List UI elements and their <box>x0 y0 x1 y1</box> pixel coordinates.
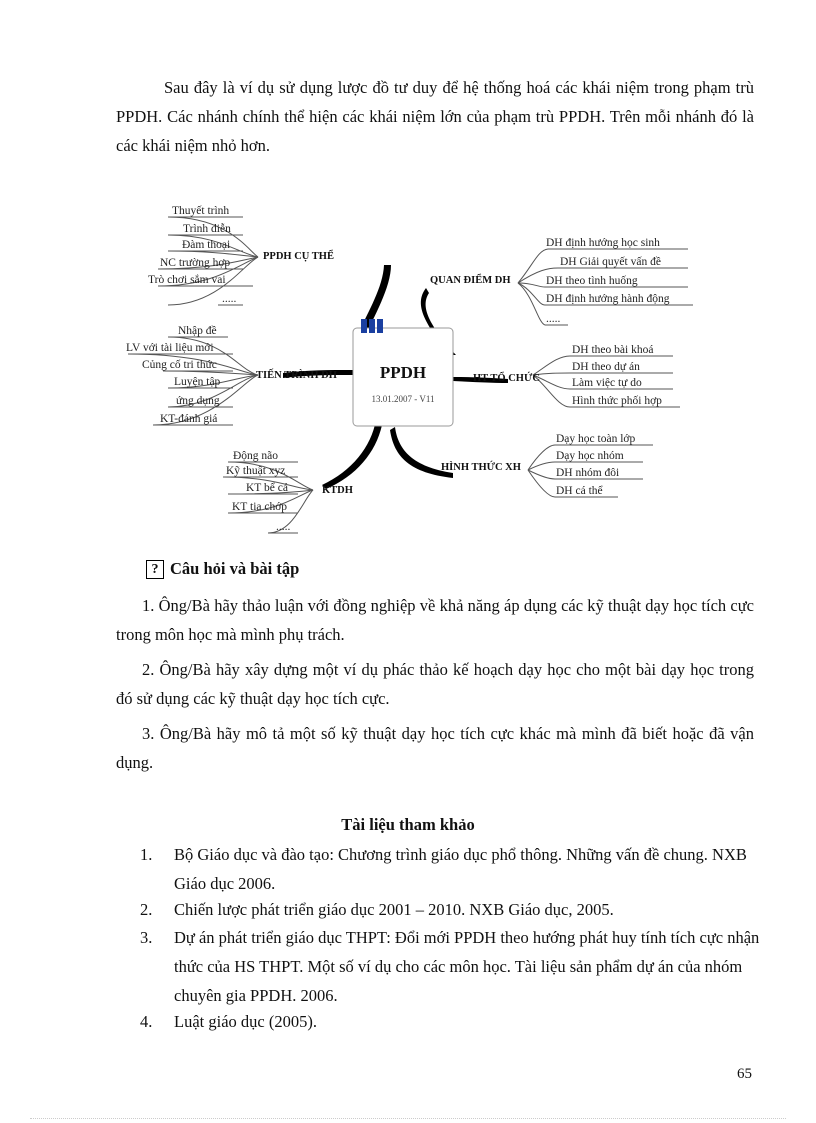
reference-item <box>140 840 760 898</box>
mind-map-center-date: 13.01.2007 - V11 <box>371 394 435 404</box>
mind-map-diagram <box>108 195 708 540</box>
reference-item <box>140 895 760 924</box>
mind-map-center-title: PPDH <box>379 363 427 382</box>
branch-item: Nhập đề <box>178 325 217 337</box>
branch-item: ..... <box>546 313 561 325</box>
branch-item: DH Giải quyết vấn đề <box>560 256 661 268</box>
reference-number: 3. <box>140 928 153 947</box>
references-title: Tài liệu tham khảo <box>341 815 475 834</box>
question-item: 3. Ông/Bà hãy mô tả một số kỹ thuật dạy học tích cực khác mà mình đã biết hoặc đã vận dụng. <box>116 724 754 772</box>
branch-item: Dạy học toàn lớp <box>556 433 636 445</box>
questions-heading-text: Câu hỏi và bài tập <box>170 559 300 578</box>
branch-item: DH theo bài khoá <box>572 344 654 356</box>
branch-item: Củng cố tri thức <box>142 359 217 371</box>
branch-item: ứng dụng <box>176 395 220 407</box>
branch-item: KT tia chớp <box>232 501 288 513</box>
branch-item: DH nhóm đôi <box>556 467 620 479</box>
branch-item: Dạy học nhóm <box>556 450 624 462</box>
branch-item: DH theo dự án <box>572 361 640 373</box>
branch-item: LV với tài liệu mới <box>126 342 214 354</box>
branch-label: KTDH <box>322 485 353 496</box>
branch-item: DH theo tình huống <box>546 275 638 287</box>
branch-item: Thuyết trình <box>172 205 230 217</box>
question-item: 1. Ông/Bà hãy thảo luận với đồng nghiệp về khả năng áp dụng các kỹ thuật dạy học tích cực trong môn học mà mình phụ trách. <box>116 596 754 644</box>
branch-item: NC trường hợp <box>160 257 231 269</box>
branch-item: Kỹ thuật xyz <box>226 465 286 477</box>
branch-label: HÌNH THỨC XH <box>441 462 521 473</box>
branch-item: KT-đánh giá <box>160 413 218 425</box>
branch-item: ..... <box>222 293 237 305</box>
reference-text: Chiến lược phát triển giáo dục 2001 – 2010. NXB Giáo dục, 2005. <box>174 900 614 919</box>
question-item: 2. Ông/Bà hãy xây dựng một ví dụ phác thảo kế hoạch dạy học cho một bài dạy học trong đó sử dụng các kỹ thuật dạy học tích cực. <box>116 660 754 708</box>
branch-item: Trình diễn <box>183 223 231 235</box>
branch-label: TIẾN TRÌNH DH <box>256 370 337 381</box>
branch-item: KT bể cá <box>246 482 288 494</box>
questions-heading <box>146 559 299 579</box>
branch-item: DH định hướng học sinh <box>546 237 660 249</box>
branch-item: Hình thức phối hợp <box>572 395 662 407</box>
question-mark-icon: ? <box>146 560 164 579</box>
branch-item: DH cá thể <box>556 485 603 497</box>
reference-number: 4. <box>140 1012 153 1031</box>
branch-item: DH định hướng hành động <box>546 293 670 305</box>
branch-item: Động não <box>233 450 279 462</box>
reference-text: Luật giáo dục (2005). <box>174 1012 317 1031</box>
page-number: 65 <box>737 1066 752 1082</box>
reference-number: 1. <box>140 845 153 864</box>
branch-item: Trò chơi sắm vai <box>148 274 226 286</box>
branch-label: PPDH CỤ THỂ <box>263 251 334 262</box>
footer-divider <box>30 1118 786 1119</box>
branch-item: Đàm thoại <box>182 239 231 251</box>
reference-text: Dự án phát triển giáo dục THPT: Đổi mới PPDH theo hướng phát huy tính tích cực nhận thức của HS THPT. Một số ví dụ cho các môn học. Tài liệu sản phẩm dự án của nhóm chuyên gia PPDH. 2006. <box>174 928 760 1005</box>
branch-label: HT TỔ CHỨC <box>473 373 540 384</box>
branch-item: ..... <box>276 521 291 533</box>
reference-number: 2. <box>140 900 153 919</box>
reference-text: Bộ Giáo dục và đào tạo: Chương trình giáo dục phổ thông. Những vấn đề chung. NXB Giáo dục 2006. <box>174 845 747 893</box>
branch-item: Làm việc tự do <box>572 377 642 389</box>
reference-item <box>140 923 760 1010</box>
branch-label: QUAN ĐIỂM DH <box>430 275 511 286</box>
mind-map-center-node <box>353 319 453 426</box>
reference-item <box>140 1007 760 1036</box>
intro-paragraph: Sau đây là ví dụ sử dụng lược đồ tư duy để hệ thống hoá các khái niệm trong phạm trù PPDH. Các nhánh chính thể hiện các khái niệm lớn của phạm trù PPDH. Trên mỗi nhánh đó là các khái niệm nhỏ hơn. <box>116 78 754 155</box>
branch-item: Luyện tập <box>174 376 221 388</box>
